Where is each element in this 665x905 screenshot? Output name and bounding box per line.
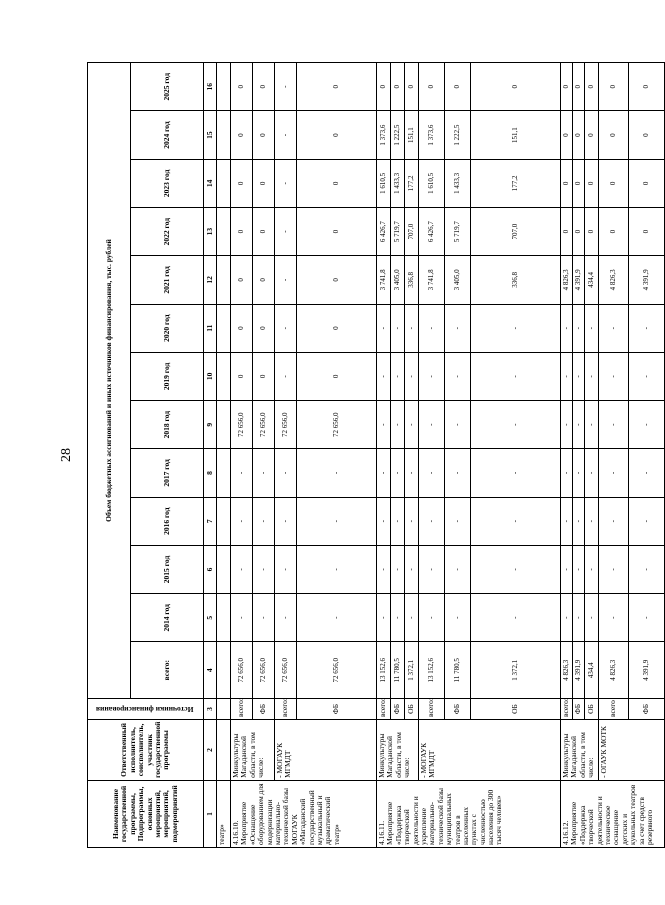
cell-year-value: - [405,594,419,642]
cell-year-value: - [253,497,275,545]
cell-year-value: 0 [561,63,573,111]
cell-year-value: 4 391,9 [629,256,665,304]
cell-year-value: - [297,545,377,593]
cell-year-value: - [561,304,573,352]
column-index: 12 [204,256,217,304]
cell-total: 72 656,0 [275,642,297,699]
cell-year-value: - [377,594,391,642]
cell-year-value: 0 [405,63,419,111]
cell-year-value: - [471,497,561,545]
cell-year-value: - [471,449,561,497]
cell-year-value: - [419,401,445,449]
cell-year-value: - [585,401,599,449]
cell-year-value: 0 [231,352,253,400]
cell-year-value: - [253,594,275,642]
cell-total: 11 780,5 [445,642,471,699]
table-row [275,63,297,848]
cell-year-value: 0 [253,352,275,400]
header-program-name: Наименование государственной программы, Подпрограммы, основных мероприятий, мероприятий, подмероприятий [88,780,204,847]
cell-year-value: 0 [231,159,253,207]
cell-year-value: 3 405,0 [391,256,405,304]
cell-year-value: 0 [297,304,377,352]
cell-year-value: 336,8 [405,256,419,304]
cell-year-value: - [405,497,419,545]
header-year: 2016 год [131,497,204,545]
cell-year-value: - [275,449,297,497]
cell-year-value: 0 [471,63,561,111]
cell-source: всего: [377,699,391,720]
cell-year-value: 1 433,3 [391,159,405,207]
cell-year-value: - [573,594,585,642]
cell-year-value: - [599,304,629,352]
cell-total: 4 826,3 [599,642,629,699]
header-funding-title: Объем бюджетных ассигнований и иных источников финансирования, тыс. рублей [88,63,131,699]
cell-program-name: 4.16.10. Мероприятие «Оснащение оборудованием для модернизации материально-технической базы МОГАУК «Магаданский государственный музыкальный и драматический театр» [231,780,377,847]
cell-year-value: - [377,304,391,352]
cell-year-value: 4 391,9 [573,256,585,304]
cell-year-value: 151,1 [405,111,419,159]
cell-year-value: - [391,449,405,497]
cell-year-value: - [561,497,573,545]
cell-year-value: - [573,497,585,545]
cell-year-value: - [629,594,665,642]
cell-year-value: 0 [561,111,573,159]
cell-year-value: 3 741,8 [377,256,391,304]
table-row [231,63,253,848]
cell-year-value: 0 [629,111,665,159]
table-row [217,63,231,848]
header-year: 2020 год [131,304,204,352]
cell-year-value: 0 [585,207,599,255]
cell-year-value: - [445,401,471,449]
cell-year-value: - [445,497,471,545]
cell-year-value: - [585,497,599,545]
table-row [377,63,391,848]
cell-year-value: - [561,449,573,497]
cell-year-value: 0 [253,304,275,352]
cell-year-value: - [629,497,665,545]
column-index: 2 [204,720,217,781]
cell-year-value: - [391,497,405,545]
cell-total: 1 372,1 [471,642,561,699]
cell-year-value: 0 [585,63,599,111]
cell-year-value [217,497,231,545]
cell-year-value: 707,0 [471,207,561,255]
cell-year-value: - [445,352,471,400]
cell-source: ФБ [297,699,377,720]
cell-responsible: - МОГАУК МГМДТ [275,720,377,781]
cell-source: ОБ [471,699,561,720]
header-year: 2018 год [131,401,204,449]
cell-year-value: - [405,449,419,497]
cell-source [217,699,231,720]
header-responsible: Ответственный исполнитель, соисполнитель, участник государственной программы [88,720,204,781]
cell-total [217,642,231,699]
cell-year-value: - [275,497,297,545]
cell-year-value: - [561,594,573,642]
cell-year-value: 1 373,6 [377,111,391,159]
cell-year-value: - [231,449,253,497]
cell-year-value: 0 [231,111,253,159]
column-index: 1 [204,780,217,847]
cell-year-value: 0 [573,159,585,207]
cell-year-value: - [297,497,377,545]
cell-year-value: - [377,545,391,593]
cell-year-value: 177,2 [471,159,561,207]
cell-year-value: 0 [599,207,629,255]
cell-year-value: - [561,401,573,449]
cell-year-value: 0 [585,111,599,159]
cell-year-value: - [599,545,629,593]
column-index: 4 [204,642,217,699]
cell-year-value: 5 719,7 [391,207,405,255]
cell-year-value: 72 656,0 [275,401,297,449]
cell-year-value: 0 [561,207,573,255]
cell-year-value: 151,1 [471,111,561,159]
cell-year-value: - [377,497,391,545]
cell-year-value: 0 [585,159,599,207]
cell-year-value: - [419,304,445,352]
cell-year-value: 0 [231,63,253,111]
column-index: 13 [204,207,217,255]
cell-year-value: - [629,545,665,593]
cell-year-value: 177,2 [405,159,419,207]
cell-year-value: - [275,159,297,207]
table-row [561,63,573,848]
header-year: 2022 год [131,207,204,255]
cell-year-value: - [419,352,445,400]
cell-year-value: 1 373,6 [419,111,445,159]
header-year: 2014 год [131,594,204,642]
cell-year-value: 4 826,3 [561,256,573,304]
cell-year-value: 1 222,5 [391,111,405,159]
cell-year-value: - [231,497,253,545]
cell-year-value: - [231,594,253,642]
cell-total: 72 656,0 [253,642,275,699]
cell-year-value: - [585,304,599,352]
page-number: 28 [59,448,74,462]
cell-year-value: 1 222,5 [445,111,471,159]
cell-year-value: 707,0 [405,207,419,255]
cell-year-value: - [471,545,561,593]
cell-year-value: 6 426,7 [419,207,445,255]
cell-year-value: - [405,352,419,400]
cell-year-value: 0 [599,159,629,207]
cell-year-value: - [275,304,297,352]
column-index: 10 [204,352,217,400]
cell-year-value: - [297,449,377,497]
cell-year-value: - [391,352,405,400]
cell-year-value: - [471,594,561,642]
cell-year-value: 0 [573,207,585,255]
cell-year-value: 0 [445,63,471,111]
table-row [419,63,445,848]
cell-program-name: театр» [217,780,231,847]
cell-source: ФБ [629,699,665,720]
cell-total: 1 372,1 [405,642,419,699]
column-index: 11 [204,304,217,352]
cell-year-value: 0 [599,63,629,111]
cell-year-value: - [231,545,253,593]
cell-year-value: 5 719,7 [445,207,471,255]
cell-year-value: 1 610,5 [419,159,445,207]
cell-responsible [217,720,231,781]
cell-year-value: 0 [297,207,377,255]
header-year: 2024 год [131,111,204,159]
cell-year-value: 0 [253,159,275,207]
cell-year-value [217,159,231,207]
cell-year-value: - [275,545,297,593]
funding-table [87,62,665,848]
cell-year-value: - [275,352,297,400]
header-total: всего: [131,642,204,699]
cell-year-value: - [377,449,391,497]
cell-year-value: - [573,545,585,593]
cell-year-value: - [275,256,297,304]
cell-year-value [217,449,231,497]
cell-year-value: - [471,352,561,400]
cell-year-value: - [471,304,561,352]
cell-year-value: - [599,352,629,400]
cell-year-value: - [391,594,405,642]
cell-year-value: - [419,497,445,545]
column-index: 15 [204,111,217,159]
cell-program-name: 4.16.11. Мероприятие «Поддержка творческой деятельности и укрепление материально-технической базы муниципальных театров в населенных пунктах с численностью населения до 300 тысяч человек» [377,780,561,847]
cell-year-value: - [253,545,275,593]
cell-total: 434,4 [585,642,599,699]
cell-year-value: - [573,352,585,400]
cell-year-value: - [377,401,391,449]
cell-year-value: 0 [599,111,629,159]
cell-year-value: - [377,352,391,400]
cell-source: всего: [275,699,297,720]
rotated-page [45,60,654,850]
cell-year-value: - [585,352,599,400]
cell-year-value: - [405,304,419,352]
cell-year-value: - [419,449,445,497]
cell-year-value: - [629,401,665,449]
cell-program-name: 4.16.12. Мероприятие «Поддержка творческой деятельности и техническое оснащение детских и кукольных театров за счет средств резервного [561,780,665,847]
cell-responsible: - МОГАУК МГМДТ [419,720,561,781]
cell-year-value: - [445,304,471,352]
cell-year-value: - [405,545,419,593]
cell-source: ОБ [585,699,599,720]
cell-source: всего: [561,699,573,720]
cell-year-value: 0 [231,256,253,304]
cell-responsible: Минкультуры Магаданской области, в том числе: [377,720,419,781]
cell-year-value: 0 [253,63,275,111]
column-index: 14 [204,159,217,207]
cell-year-value: 0 [573,111,585,159]
column-index: 5 [204,594,217,642]
cell-year-value: 1 610,5 [377,159,391,207]
column-index: 9 [204,401,217,449]
cell-year-value: 3 405,0 [445,256,471,304]
cell-total: 13 152,6 [419,642,445,699]
cell-total: 13 152,6 [377,642,391,699]
cell-year-value: 0 [297,159,377,207]
cell-year-value: 0 [297,256,377,304]
cell-year-value: - [405,401,419,449]
cell-year-value: - [471,401,561,449]
column-index-row [204,63,217,848]
cell-year-value: - [275,63,297,111]
cell-year-value: - [419,594,445,642]
cell-source: ОБ [405,699,419,720]
cell-responsible: Минкультуры Магаданской области, в том числе: [231,720,275,781]
cell-year-value: 0 [377,63,391,111]
cell-year-value: 0 [419,63,445,111]
cell-source: ФБ [573,699,585,720]
cell-year-value: 3 741,8 [419,256,445,304]
cell-year-value: 72 656,0 [297,401,377,449]
cell-year-value: - [445,449,471,497]
cell-year-value: 0 [253,207,275,255]
cell-year-value [217,401,231,449]
cell-year-value: - [599,401,629,449]
cell-year-value: - [585,449,599,497]
cell-year-value: - [297,594,377,642]
cell-year-value [217,352,231,400]
cell-year-value: 0 [629,63,665,111]
cell-source: ФБ [253,699,275,720]
cell-year-value: - [445,594,471,642]
cell-year-value: - [391,545,405,593]
cell-source: ФБ [445,699,471,720]
cell-year-value: 0 [297,352,377,400]
column-index: 8 [204,449,217,497]
cell-year-value: - [629,449,665,497]
cell-year-value: 0 [629,159,665,207]
cell-year-value [217,111,231,159]
cell-total: 4 391,9 [573,642,585,699]
cell-year-value: - [585,545,599,593]
cell-year-value: - [561,545,573,593]
table-body [217,63,665,848]
cell-year-value: 0 [231,207,253,255]
cell-responsible: - ОГАУК МОТК [599,720,665,781]
cell-year-value [217,63,231,111]
cell-year-value: 0 [573,63,585,111]
cell-year-value: 1 433,3 [445,159,471,207]
cell-source: ФБ [391,699,405,720]
cell-year-value [217,207,231,255]
cell-total: 11 780,5 [391,642,405,699]
header-year: 2019 год [131,352,204,400]
header-year: 2015 год [131,545,204,593]
cell-year-value: - [573,449,585,497]
cell-source: всего [599,699,629,720]
cell-year-value: 0 [297,63,377,111]
cell-responsible: Минкультуры Магаданской области, в том числе: [561,720,599,781]
column-index: 16 [204,63,217,111]
cell-total: 72 656,0 [231,642,253,699]
cell-total: 72 656,0 [297,642,377,699]
cell-year-value: - [585,594,599,642]
cell-year-value: - [573,304,585,352]
cell-year-value: 0 [253,256,275,304]
cell-year-value [217,545,231,593]
header-year: 2021 год [131,256,204,304]
cell-year-value: - [419,545,445,593]
cell-year-value: - [253,449,275,497]
cell-year-value: - [629,304,665,352]
cell-year-value: - [391,401,405,449]
cell-year-value: - [599,594,629,642]
cell-year-value: 0 [297,111,377,159]
cell-year-value: 0 [629,207,665,255]
column-index: 7 [204,497,217,545]
cell-year-value: 336,8 [471,256,561,304]
cell-total: 4 826,3 [561,642,573,699]
cell-year-value: - [275,594,297,642]
cell-year-value: 72 656,0 [231,401,253,449]
cell-year-value: 0 [231,304,253,352]
cell-year-value: 0 [253,111,275,159]
cell-year-value: - [275,111,297,159]
cell-year-value: - [629,352,665,400]
header-year: 2017 год [131,449,204,497]
column-index: 6 [204,545,217,593]
cell-year-value: - [445,545,471,593]
cell-year-value [217,594,231,642]
table-row [599,63,629,848]
cell-year-value: 0 [561,159,573,207]
cell-year-value: 0 [391,63,405,111]
cell-year-value: 434,4 [585,256,599,304]
cell-year-value: - [561,352,573,400]
cell-year-value: - [599,449,629,497]
cell-year-value: - [573,401,585,449]
cell-source: всего: [231,699,253,720]
column-index: 3 [204,699,217,720]
cell-year-value [217,304,231,352]
cell-year-value: - [275,207,297,255]
header-year: 2023 год [131,159,204,207]
header-source: Источники финансирования [88,699,204,720]
cell-source: всего: [419,699,445,720]
cell-total: 4 391,9 [629,642,665,699]
cell-year-value [217,256,231,304]
cell-year-value: 4 826,3 [599,256,629,304]
header-year: 2025 год [131,63,204,111]
cell-year-value: 72 656,0 [253,401,275,449]
cell-year-value: 6 426,7 [377,207,391,255]
cell-year-value: - [391,304,405,352]
cell-year-value: - [599,497,629,545]
